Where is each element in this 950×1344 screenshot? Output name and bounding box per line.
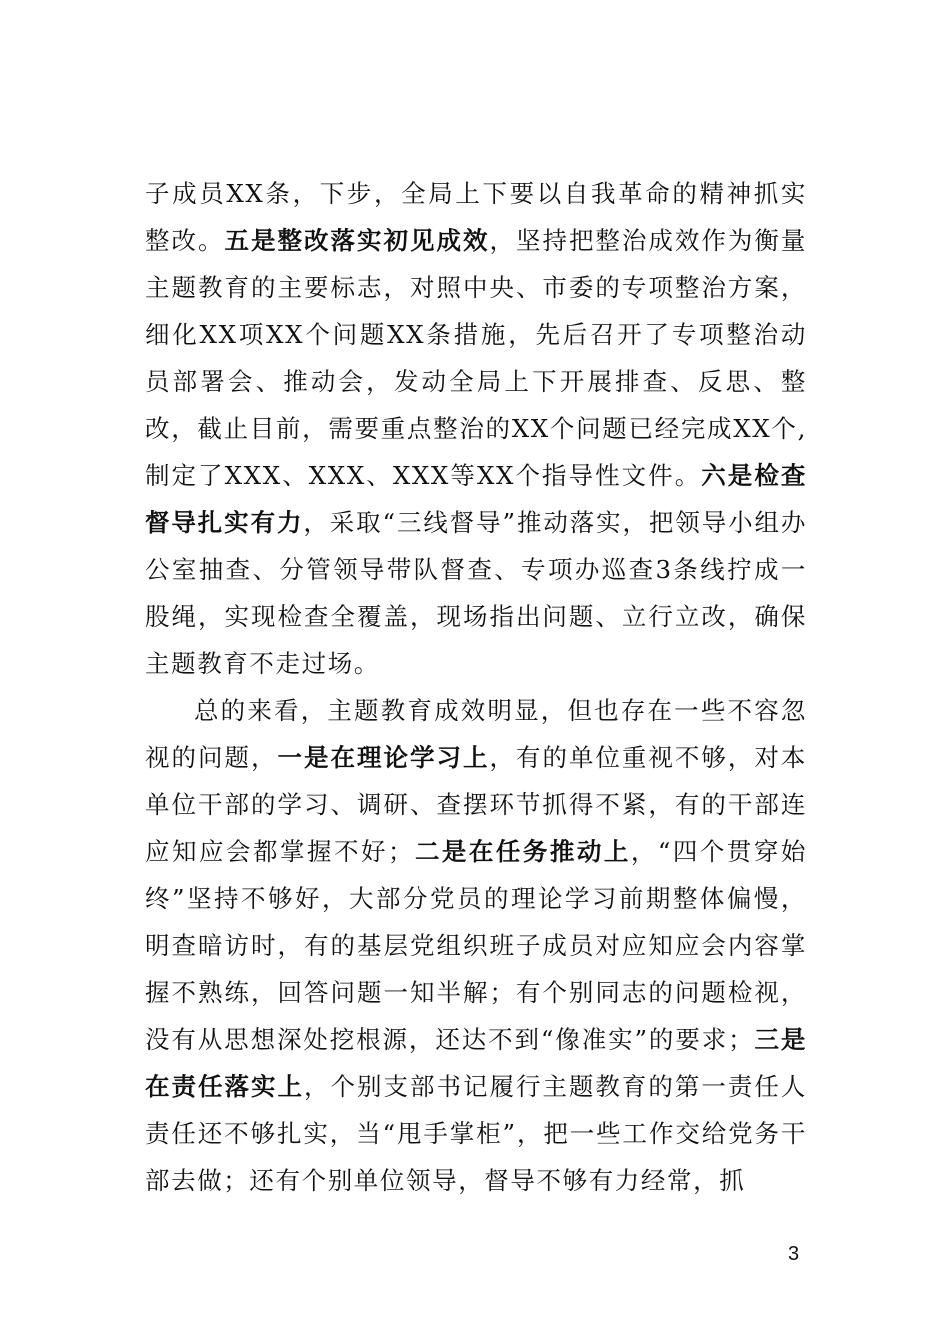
text-run: 总的来看，主题教育成效明显，但也存在一些不容忽视的问题， [145,696,807,772]
text-run: ，个别支部书记履行主题教育的第一责任人责任还不够扎实，当“甩手掌柜”，把一些工作交给党务干部去做；还有个别单位领导，督导不够有力经常，抓 [145,1072,807,1195]
text-run: 子成员XX条，下步，全局上下要以自我革命的精神抓实整改。 [145,179,807,255]
text-run: ，采取“三线督导”推动落实，把领导小组办公室抽查、分管领导带队督查、专项办巡查3条线拧成一股绳，实现检查全覆盖，现场指出问题、立行立改，确保主题教育不走过场。 [145,508,807,678]
bold-heading-five: 五是整改落实初见成效 [224,226,490,255]
text-run: ，有的单位重视不够，对本单位干部的学习、调研、查摆环节抓得不紧，有的干部连应知应会都掌握不好； [145,743,807,866]
body-text [145,170,807,1204]
text-run: ，“四个贯穿始终”坚持不够好，大部分党员的理论学习前期整体偏慢，明查暗访时，有的基层党组织班子成员对应知应会内容掌握不熟练，回答问题一知半解；有个别同志的问题检视，没有从思想深处挖根源，还达不到“像准实”的要求； [145,837,807,1054]
bold-heading-six: 六是检查督导扎实有力 [145,461,807,537]
bold-point-three: 三是在责任落实上 [145,1025,808,1101]
bold-point-two: 二是在任务推动上 [414,837,631,866]
text-run: ，坚持把整治成效作为衡量主题教育的主要标志，对照中央、市委的专项整治方案，细化XX项XX个问题XX条措施，先后召开了专项整治动员部署会、推动会，发动全局上下开展排查、反思、整改，截止目前，需要重点整治的XX个问题已经完成XX个,制定了XXX、XXX、XXX等XX个指导性文件。 [145,226,807,490]
paragraph-2 [145,687,807,1204]
bold-point-one: 一是在理论学习上 [277,743,490,772]
page-number: 3 [788,1243,800,1265]
paragraph-1 [145,170,807,687]
